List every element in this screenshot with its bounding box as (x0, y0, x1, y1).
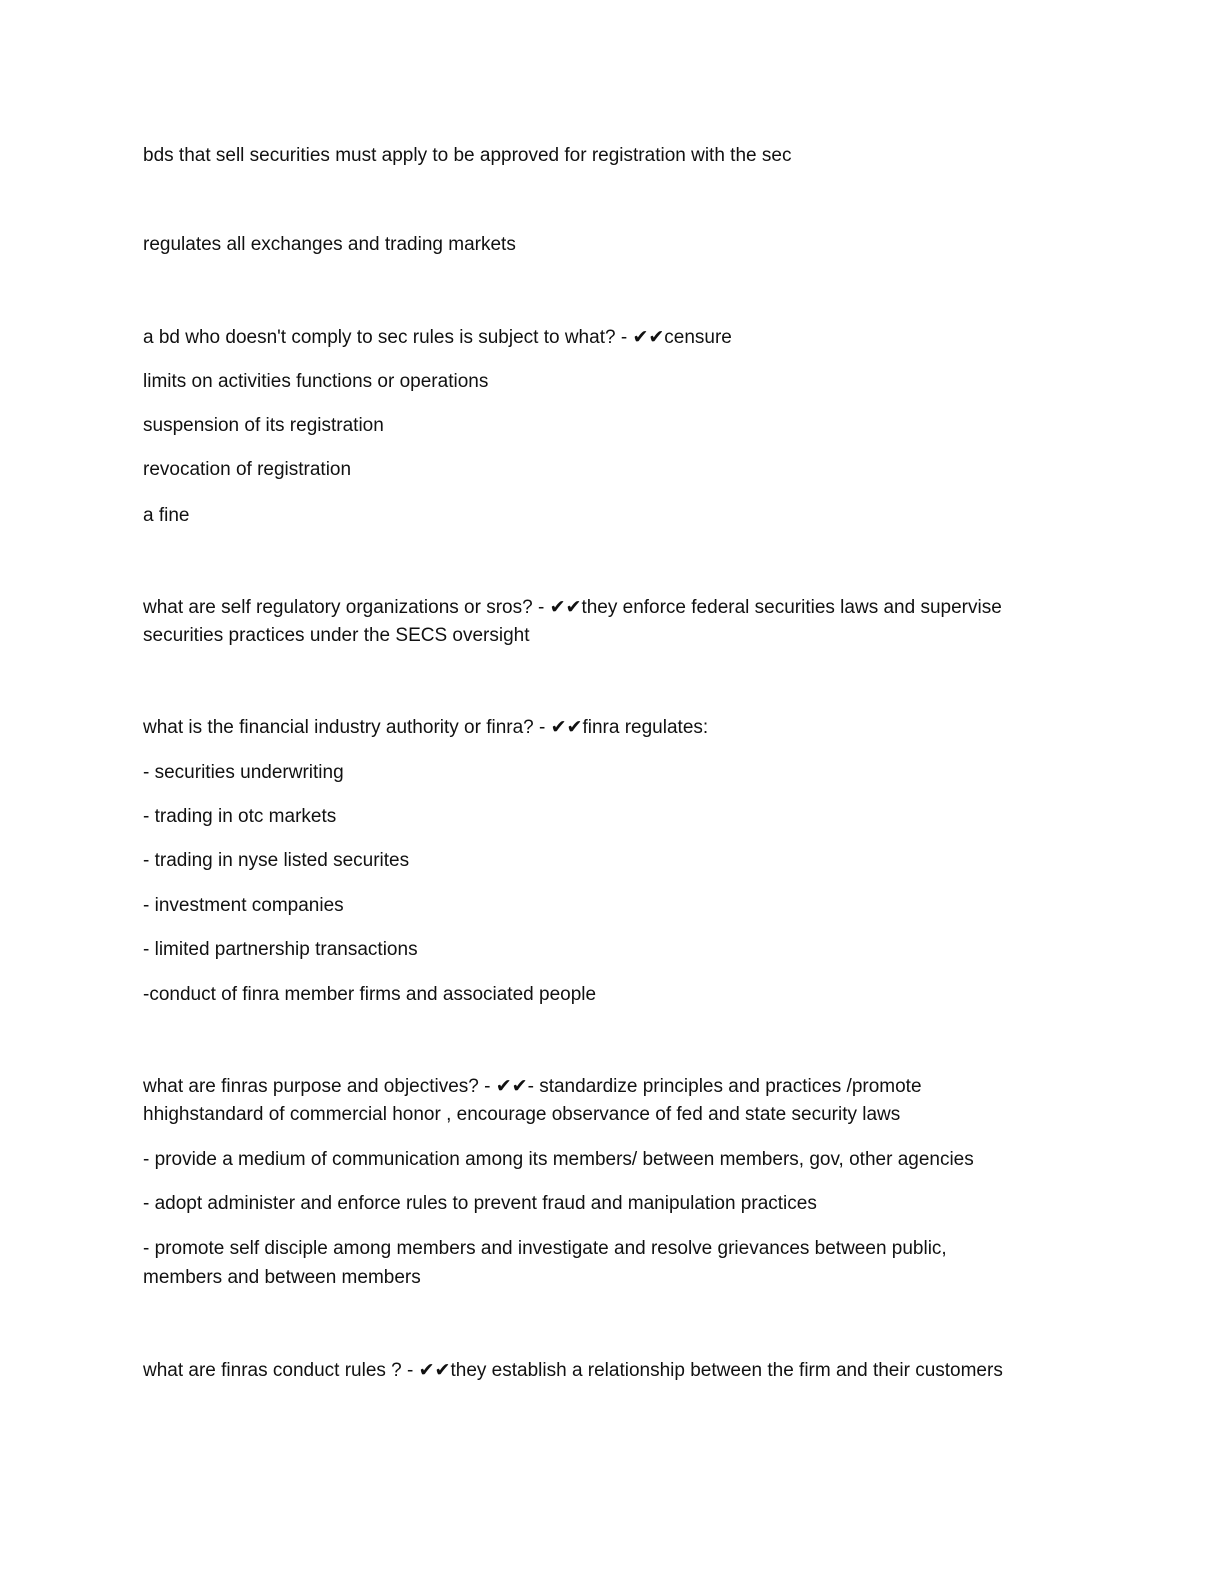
question-text: what is the financial industry authority or finra? - (143, 717, 551, 738)
question-text: what are self regulatory organizations or sros? - (143, 597, 550, 618)
question-line (143, 713, 1073, 742)
list-item-continuation: members and between members (143, 1267, 421, 1288)
answer-text: finra regulates: (582, 717, 709, 738)
text-line: suspension of its registration (143, 415, 384, 436)
answer-text: censure (664, 327, 732, 348)
question-line (143, 1072, 1073, 1101)
list-item: - promote self disciple among members and investigate and resolve grievances between public, (143, 1238, 947, 1259)
text-line: a fine (143, 505, 190, 526)
list-item: - limited partnership transactions (143, 939, 418, 960)
list-item: - trading in otc markets (143, 806, 337, 827)
double-check-icon: ✔✔ (495, 1075, 528, 1097)
question-text: a bd who doesn't comply to sec rules is subject to what? - (143, 327, 633, 348)
answer-text: they establish a relationship between the firm and their customers (450, 1360, 1003, 1381)
double-check-icon: ✔✔ (550, 716, 583, 738)
text-line: regulates all exchanges and trading markets (143, 234, 516, 255)
answer-text: - standardize principles and practices /promote (527, 1076, 922, 1097)
question-text: what are finras purpose and objectives? - (143, 1076, 496, 1097)
answer-text: they enforce federal securities laws and supervise (581, 597, 1002, 618)
list-item: - securities underwriting (143, 762, 344, 783)
answer-continuation: hhighstandard of commercial honor , encourage observance of fed and state security laws (143, 1104, 901, 1125)
list-item: - investment companies (143, 895, 344, 916)
question-line (143, 593, 1073, 622)
question-line (143, 323, 1073, 352)
text-line: bds that sell securities must apply to be approved for registration with the sec (143, 145, 792, 166)
text-line: limits on activities functions or operations (143, 371, 489, 392)
question-line (143, 1356, 1073, 1385)
list-item: - provide a medium of communication among its members/ between members, gov, other agencies (143, 1149, 974, 1170)
list-item: - trading in nyse listed securites (143, 850, 410, 871)
list-item: -conduct of finra member firms and associated people (143, 984, 597, 1005)
answer-continuation: securities practices under the SECS oversight (143, 625, 530, 646)
question-text: what are finras conduct rules ? - (143, 1360, 419, 1381)
double-check-icon: ✔✔ (418, 1359, 451, 1381)
text-line: revocation of registration (143, 459, 352, 480)
double-check-icon: ✔✔ (549, 596, 582, 618)
list-item: - adopt administer and enforce rules to prevent fraud and manipulation practices (143, 1193, 817, 1214)
double-check-icon: ✔✔ (632, 326, 665, 348)
